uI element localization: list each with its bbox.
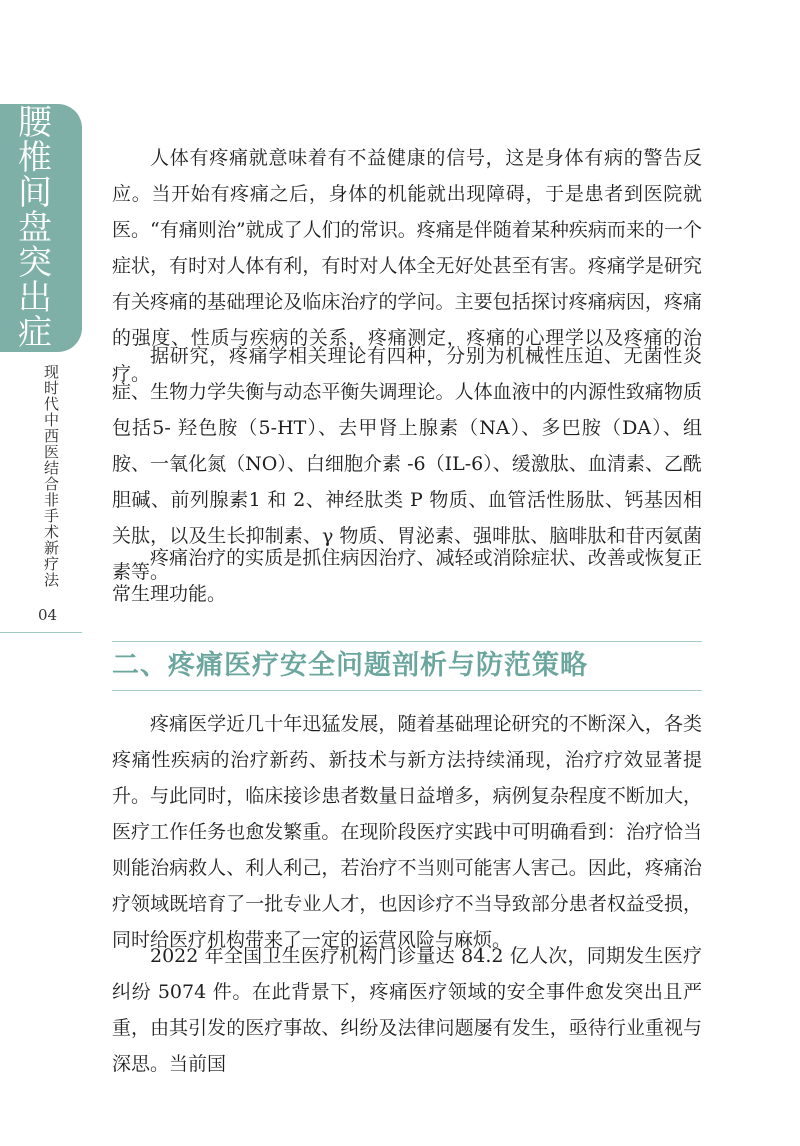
page-number-rule <box>0 632 82 633</box>
paragraph: 2022 年全国卫生医疗机构门诊量达 84.2 亿人次，同期发生医疗纠纷 5074 件。在此背景下，疼痛医疗领域的安全事件愈发突出且严重，由其引发的医疗事故、纠纷及法律问题屡有发生，亟待行业重视与深思。当前国 <box>112 945 702 1075</box>
heading-rule-top <box>112 641 702 642</box>
book-title-char: 盘 <box>18 207 52 248</box>
paragraph: 人体有疼痛就意味着有不益健康的信号，这是身体有病的警告反应。当开始有疼痛之后，身体的机能就出现障碍，于是患者到医院就医。“有痛则治”就成了人们的常识。疼痛是伴随着某种疾病而来的一个症状，有时对人体有利，有时对人体全无好处甚至有害。疼痛学是研究有关疼痛的基础理论及临床治疗的学问。主要包括探讨疼痛病因，疼痛的强度、性质与疾病的关系，疼痛测定，疼痛的心理学以及疼痛的治疗。 <box>112 147 702 385</box>
book-title-char: 出 <box>18 277 52 318</box>
book-subtitle: 现时代中西医结合非手术新疗法 <box>42 364 60 588</box>
book-title <box>0 104 70 352</box>
book-title-char: 症 <box>18 312 52 353</box>
paragraph: 疼痛治疗的实质是抓住病因治疗、减轻或消除症状、改善或恢复正常生理功能。 <box>112 547 702 605</box>
book-title-char: 间 <box>18 172 52 213</box>
book-title-char: 突 <box>18 242 52 283</box>
paragraph: 据研究，疼痛学相关理论有四种，分别为机械性压迫、无菌性炎症、生物力学失衡与动态平衡失调理论。人体血液中的内源性致痛物质包括5- 羟色胺（5-HT）、去甲肾上腺素（NA）、多巴胺（DA）、组胺、一氧化氮（NO）、白细胞介素 -6（IL-6）、缓激肽、血清素、乙酰胆碱、前列腺素1 和 2、神经肽类 P 物质、血管活性肠肽、钙基因相关肽，以及生长抑制素、γ 物质、胃泌素、强啡肽、脑啡肽和苷丙氨菌素等。 <box>112 345 702 583</box>
paragraph: 疼痛医学近几十年迅猛发展，随着基础理论研究的不断深入，各类疼痛性疾病的治疗新药、新技术与新方法持续涌现，治疗疗效显著提升。与此同时，临床接诊患者数量日益增多，病例复杂程度不断加大，医疗工作任务也愈发繁重。在现阶段医疗实践中可明确看到：治疗恰当则能治病救人、利人利己，若治疗不当则可能害人害己。因此，疼痛治疗领域既培育了一批专业人才，也因诊疗不当导致部分患者权益受损，同时给医疗机构带来了一定的运营风险与麻烦。 <box>112 713 702 951</box>
book-title-char: 腰 <box>18 102 52 143</box>
book-title-char: 椎 <box>18 137 52 178</box>
book-title-tab <box>0 104 82 352</box>
page-number: 04 <box>38 606 58 624</box>
heading-rule-bottom <box>112 690 702 691</box>
section-heading: 二、疼痛医疗安全问题剖析与防范策略 <box>112 650 588 681</box>
